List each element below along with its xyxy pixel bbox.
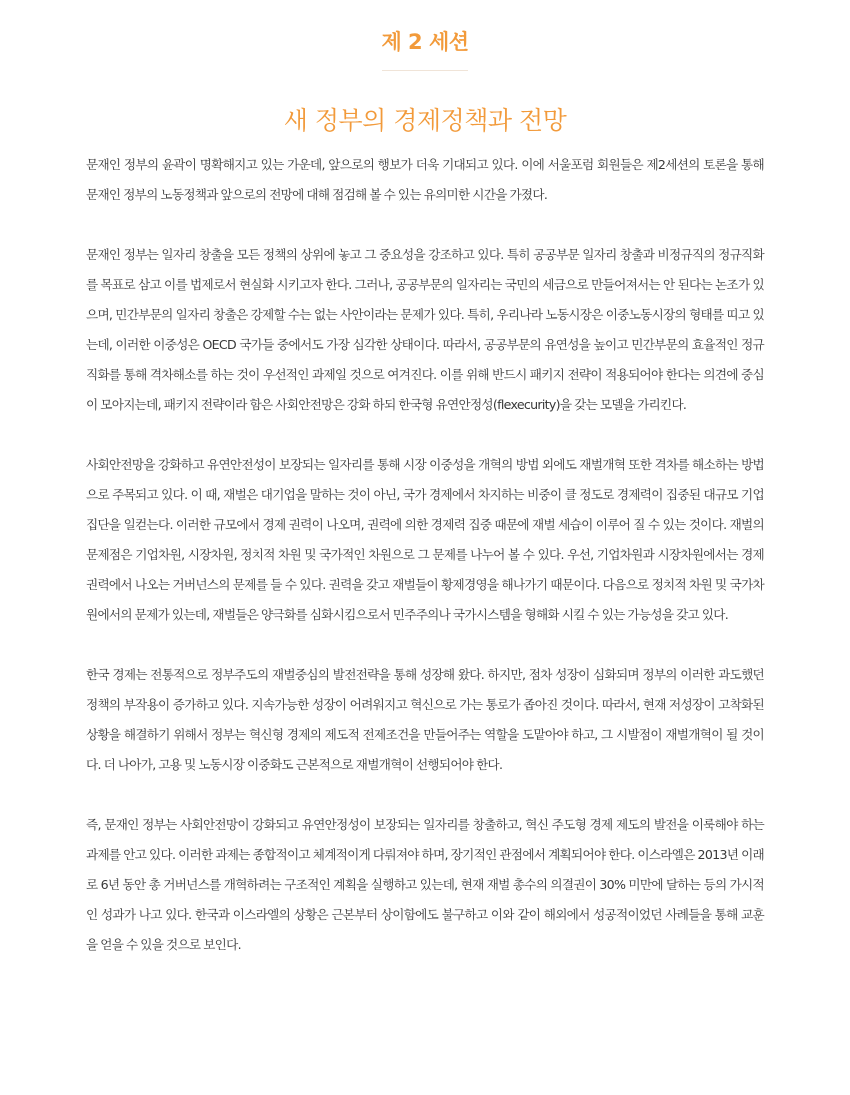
session-label: 제 2 세션 (381, 30, 469, 54)
paragraph-4: 한국 경제는 전통적으로 정부주도의 재벌중심의 발전전략을 통해 성장해 왔다. 하지만, 점차 성장이 심화되며 정부의 이러한 과도했던 정책의 부작용이 증가하고 있다. 지속가능한 성장이 어려워지고 혁신으로 가는 통로가 좁아진 것이다. 따라서, 현재 저성장이 고착화된 상황을 해결하기 위해서 정부는 혁신형 경제의 제도적 전제조건을 만들어주는 역할을 도맡아야 하고, 그 시발점이 재벌개혁이 될 것이다. 더 나아가, 고용 및 노동시장 이중화도 근본적으로 재벌개혁이 선행되어야 한다. (86, 667, 764, 772)
paragraph-1: 문재인 정부의 윤곽이 명확해지고 있는 가운데, 앞으로의 행보가 더욱 기대되고 있다. 이에 서울포럼 회원들은 제2세션의 토론을 통해 문재인 정부의 노동정책과 앞으로의 전망에 대해 점검해 볼 수 있는 유의미한 시간을 가졌다. (86, 157, 764, 202)
paragraph-2: 문재인 정부는 일자리 창출을 모든 정책의 상위에 놓고 그 중요성을 강조하고 있다. 특히 공공부문 일자리 창출과 비정규직의 정규직화를 목표로 삼고 이를 법제로서 현실화 시키고자 한다. 그러나, 공공부문의 일자리는 국민의 세금으로 만들어져서는 안 된다는 논조가 있으며, 민간부문의 일자리 창출은 강제할 수는 없는 사안이라는 문제가 있다. 특히, 우리나라 노동시장은 이중노동시장의 형태를 띠고 있는데, 이러한 이중성은 OECD 국가들 중에서도 가장 심각한 상태이다. 따라서, 공공부문의 유연성을 높이고 민간부문의 효율적인 정규직화를 통해 격차해소를 하는 것이 우선적인 과제일 것으로 여겨진다. 이를 위해 반드시 패키지 전략이 적용되어야 한다는 의견에 중심이 모아지는데, 패키지 전략이라 함은 사회안전망은 강화 하되 한국형 유연안정성(flexecurity)을 갖는 모델을 가리킨다. (86, 247, 764, 412)
title-divider (382, 70, 468, 71)
page-title: 새 정부의 경제정책과 전망 (283, 105, 567, 135)
paragraph-3: 사회안전망을 강화하고 유연안전성이 보장되는 일자리를 통해 시장 이중성을 개혁의 방법 외에도 재벌개혁 또한 격차를 해소하는 방법으로 주목되고 있다. 이 때, 재벌은 대기업을 말하는 것이 아닌, 국가 경제에서 차지하는 비중이 클 정도로 경제력이 집중된 대규모 기업 집단을 일컫는다. 이러한 규모에서 경제 권력이 나오며, 권력에 의한 경제력 집중 때문에 재벌 세습이 이루어 질 수 있는 것이다. 재벌의 문제점은 기업차원, 시장차원, 정치적 차원 및 국가적인 차원으로 그 문제를 나누어 볼 수 있다. 우선, 기업차원과 시장차원에서는 경제 권력에서 나오는 거버넌스의 문제를 들 수 있다. 권력을 갖고 재벌들이 황제경영을 해나가기 때문이다. 다음으로 정치적 차원 및 국가차원에서의 문제가 있는데, 재벌들은 양극화를 심화시킴으로서 민주주의나 국가시스템을 형해화 시킬 수 있는 가능성을 갖고 있다. (86, 457, 764, 622)
article-body (86, 150, 764, 990)
paragraph-5: 즉, 문재인 정부는 사회안전망이 강화되고 유연안정성이 보장되는 일자리를 창출하고, 혁신 주도형 경제 제도의 발전을 이룩해야 하는 과제를 안고 있다. 이러한 과제는 종합적이고 체계적이게 다뤄져야 하며, 장기적인 관점에서 계획되어야 한다. 이스라엘은 2013년 이래로 6년 동안 총 거버넌스를 개혁하려는 구조적인 계획을 실행하고 있는데, 현재 재벌 총수의 의결권이 30% 미만에 달하는 등의 가시적인 성과가 나고 있다. 한국과 이스라엘의 상황은 근본부터 상이함에도 불구하고 이와 같이 해외에서 성공적이었던 사례들을 통해 교훈을 얻을 수 있을 것으로 보인다. (86, 817, 764, 952)
